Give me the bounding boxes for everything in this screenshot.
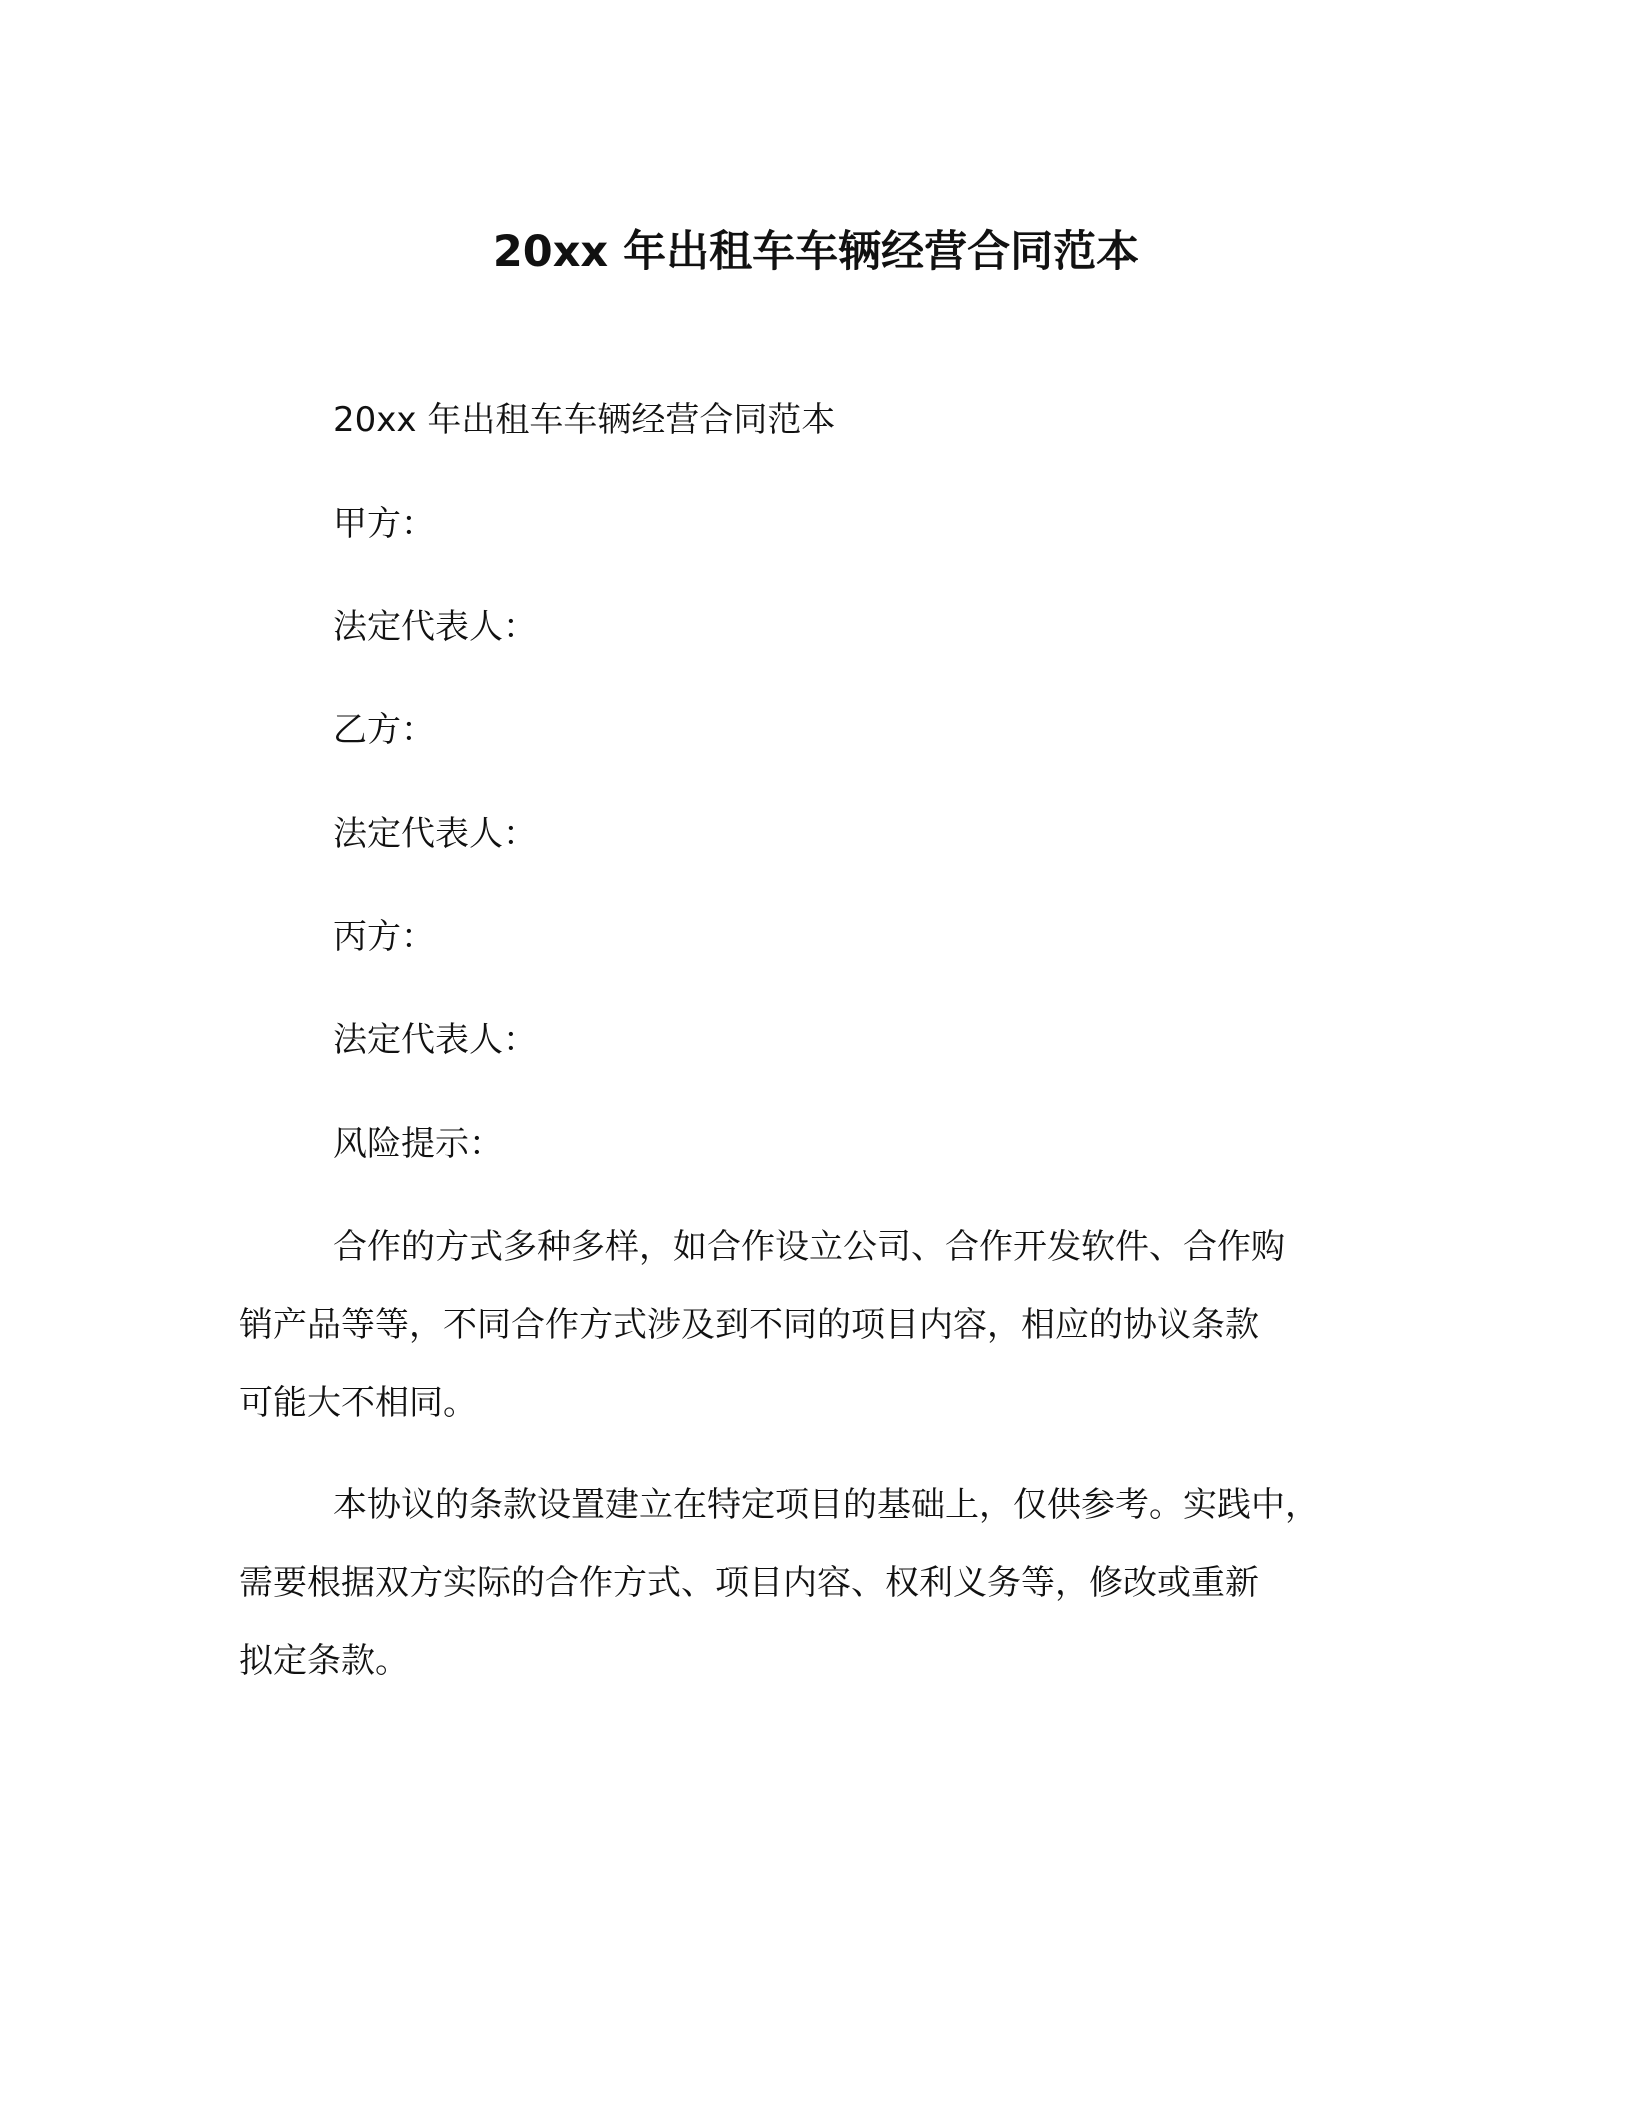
paragraph-1-line-2: 销产品等等，不同合作方式涉及到不同的项目内容，相应的协议条款 — [239, 1305, 1259, 1345]
party-c-label: 丙方： — [333, 917, 435, 957]
paragraph-1-line-1: 合作的方式多种多样，如合作设立公司、合作开发软件、合作购 — [333, 1227, 1285, 1267]
party-b-representative-label: 法定代表人： — [333, 814, 537, 854]
paragraph-1-line-3: 可能大不相同。 — [239, 1383, 477, 1423]
party-b-label: 乙方： — [333, 710, 435, 750]
paragraph-2-line-3: 拟定条款。 — [239, 1641, 409, 1681]
document-subtitle: 20xx 年出租车车辆经营合同范本 — [333, 400, 836, 440]
risk-heading: 风险提示： — [333, 1124, 503, 1164]
document-title: 20xx 年出租车车辆经营合同范本 — [492, 227, 1140, 277]
party-a-label: 甲方： — [333, 504, 435, 544]
party-a-representative-label: 法定代表人： — [333, 607, 537, 647]
paragraph-2-line-2: 需要根据双方实际的合作方式、项目内容、权利义务等，修改或重新 — [239, 1563, 1259, 1603]
paragraph-2-line-1: 本协议的条款设置建立在特定项目的基础上，仅供参考。实践中， — [333, 1485, 1319, 1525]
party-c-representative-label: 法定代表人： — [333, 1020, 537, 1060]
